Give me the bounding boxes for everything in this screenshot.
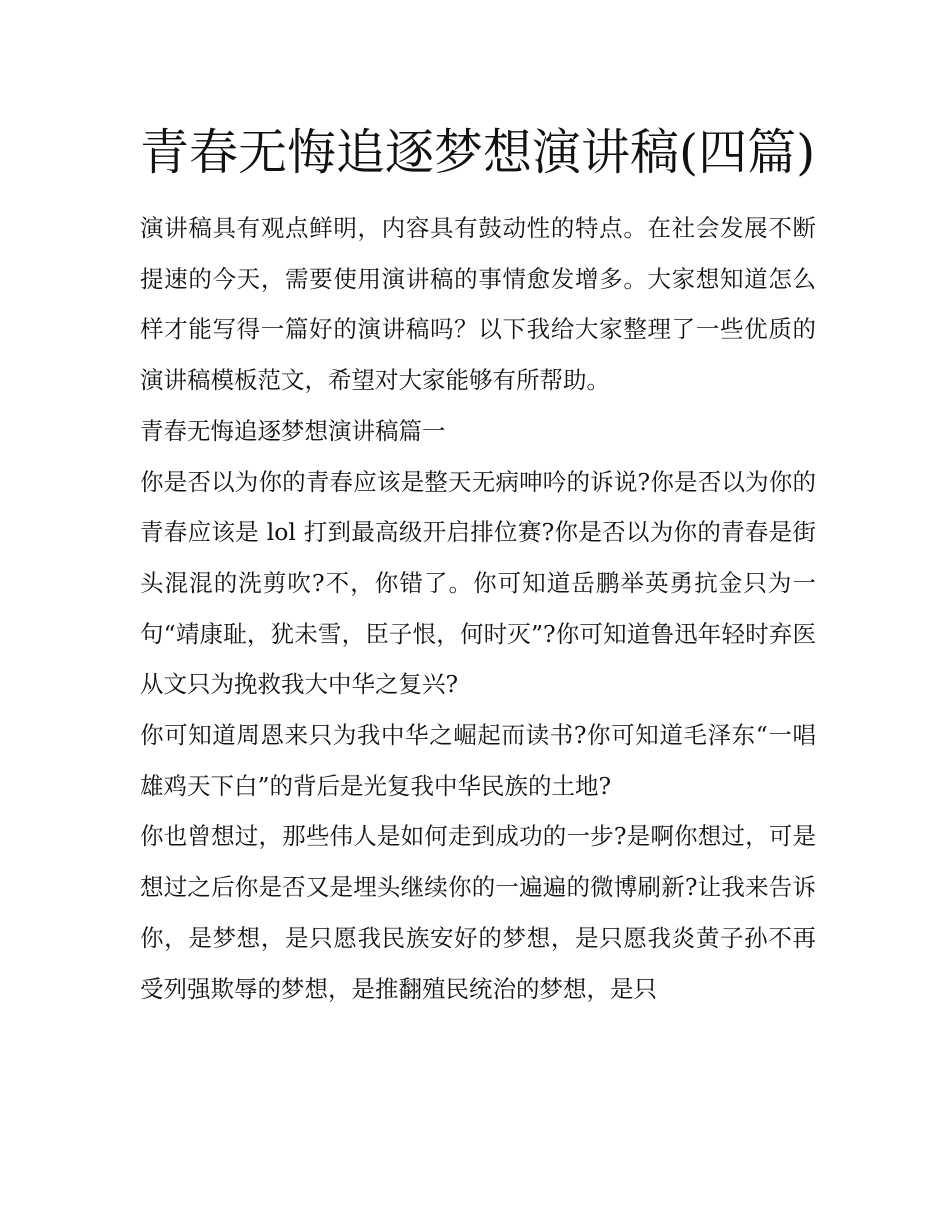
section-heading: 青春无悔追逐梦想演讲稿篇一 xyxy=(140,416,446,445)
paragraph-body-1: 你是否以为你的青春应该是整天无病呻吟的诉说?你是否以为你的青春应该是 lol 打到最高级开启排位赛?你是否以为你的青春是街头混混的洗剪吹?不，你错了。你可知道岳鹏举英勇抗金只为一句“靖康耻，犹未雪，臣子恨，何时灭”?你可知道鲁迅年轻时弃医从文只为挽救我大中华之复兴? xyxy=(140,467,816,699)
paragraph-body-2: 你可知道周恩来只为我中华之崛起而读书?你可知道毛泽东“一唱雄鸡天下白”的背后是光复我中华民族的土地? xyxy=(140,721,816,800)
document-title: 青春无悔追逐梦想演讲稿(四篇) xyxy=(140,124,816,181)
paragraph-intro: 演讲稿具有观点鲜明，内容具有鼓动性的特点。在社会发展不断提速的今天，需要使用演讲稿的事情愈发增多。大家想知道怎么样才能写得一篇好的演讲稿吗？以下我给大家整理了一些优质的演讲稿模板范文，希望对大家能够有所帮助。 xyxy=(140,214,816,395)
document-page xyxy=(140,112,816,1014)
paragraph-body-3: 你也曾想过，那些伟人是如何走到成功的一步?是啊你想过，可是想过之后你是否又是埋头继续你的一遍遍的微博刷新?让我来告诉你，是梦想，是只愿我民族安好的梦想，是只愿我炎黄子孙不再受列强欺辱的梦想，是推翻殖民统治的梦想，是只 xyxy=(140,822,816,1003)
